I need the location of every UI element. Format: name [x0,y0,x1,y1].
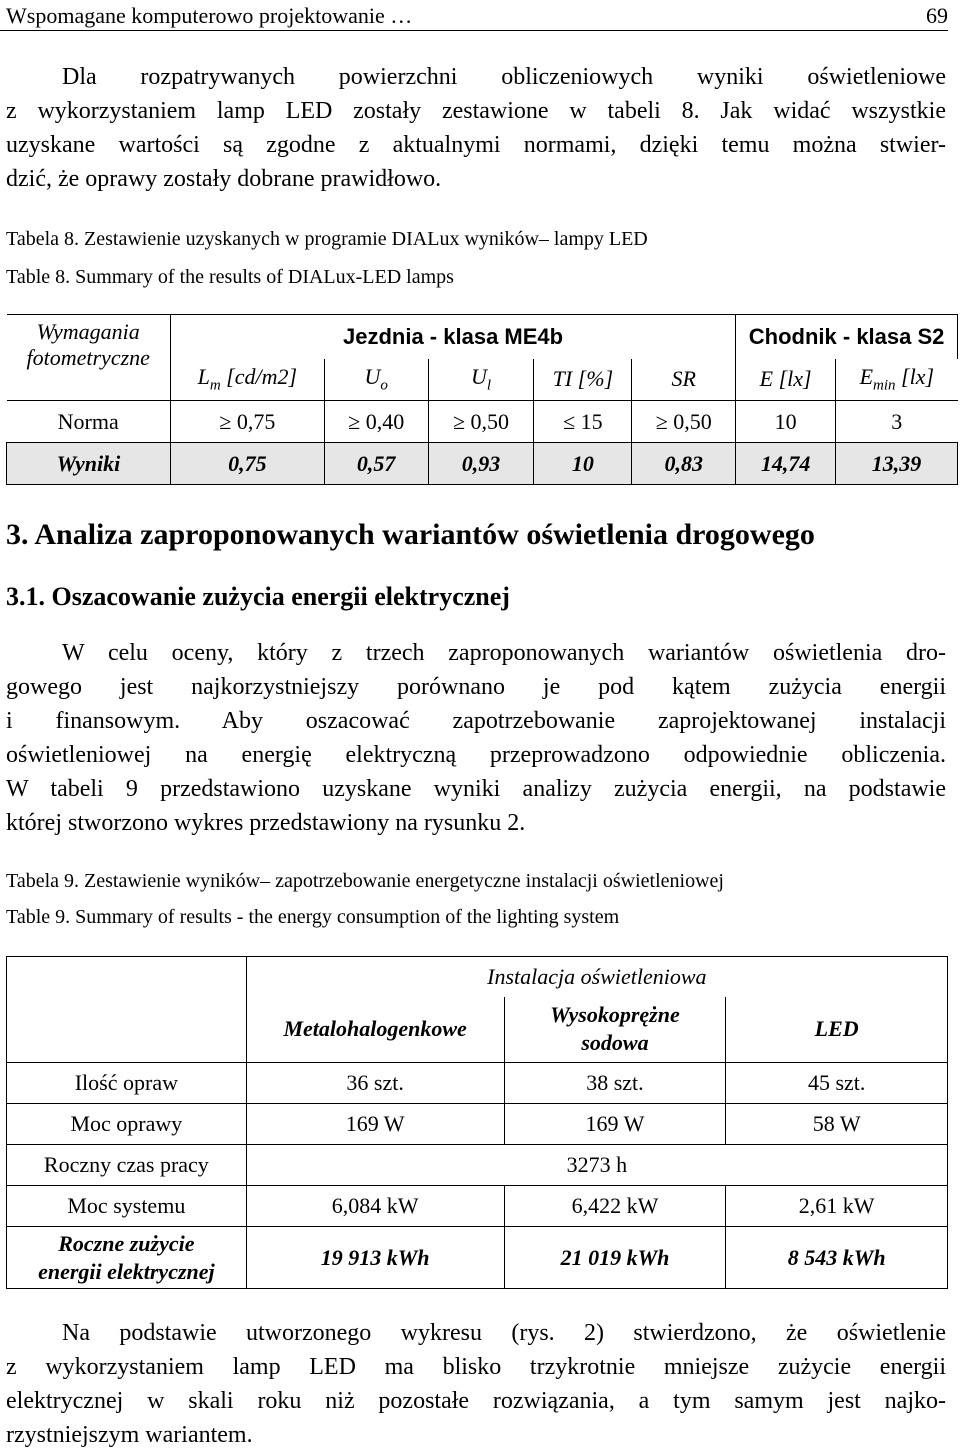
table-cell: 3273 h [246,1145,947,1186]
table-row [7,1063,948,1104]
param-sr: SR [632,359,736,401]
paragraph-line: i finansowym. Aby oszacować zapotrzebowanie zaprojektowanej instalacji [6,708,946,734]
table-row [7,1186,948,1227]
paragraph-line: której stworzono wykres przedstawiony na rysunku 2. [6,810,526,836]
table9-caption-en: Table 9. Summary of results - the energy consumption of the lighting system [6,906,620,928]
table8-caption-en: Table 8. Summary of the results of DIALux-LED lamps [6,266,454,288]
table-cell: 3 [836,401,958,443]
section-3-1-heading: 3.1. Oszacowanie zużycia energii elektrycznej [6,582,510,611]
table9-group-header: Instalacja oświetleniowa [246,957,947,997]
row-label: Moc systemu [7,1186,247,1227]
paragraph-line: W tabeli 9 przedstawiono uzyskane wyniki analizy zużycia energii, na podstawie [6,776,946,802]
intro-line: dzić, że oprawy zostały dobrane prawidłowo. [6,166,442,192]
param-lm: $L_m$ [cd/m2] [170,359,324,401]
table8-corner-header [7,315,171,401]
table-cell: 58 W [726,1104,948,1145]
table-cell: 10 [736,401,836,443]
table8-norm-row [7,401,958,443]
norm-row-label: Norma [7,401,171,443]
column-header: LED [726,997,948,1063]
corner-label-line2: fotometryczne [26,345,150,370]
intro-line: uzyskane wartości są zgodne z aktualnymi normami, dzięki temu można stwier- [6,132,946,158]
table8-group-sidewalk: Chodnik - klasa S2 [736,315,958,359]
table-cell: 0,83 [632,443,736,485]
table-row [7,1104,948,1145]
intro-line: z wykorzystaniem lamp LED zostały zestawione w tabeli 8. Jak widać wszystkie [6,98,946,124]
conclusion-paragraph [6,1316,946,1452]
table-cell: ≥ 0,50 [428,401,534,443]
table8-result-row [7,443,958,485]
table-cell: 169 W [246,1104,504,1145]
table9-empty-corner [7,957,247,1063]
row-label: Moc oprawy [7,1104,247,1145]
page-number: 69 [926,3,948,28]
table-cell: 0,57 [324,443,428,485]
paragraph-line: W celu oceny, który z trzech zaproponowanych wariantów oświetlenia dro- [62,640,946,666]
result-row-label: Wyniki [7,443,171,485]
column-header: Metalohalogenkowe [246,997,504,1063]
section-3-heading: 3. Analiza zaproponowanych wariantów oświetlenia drogowego [6,518,815,551]
row-label: Roczne zużycie energii elektrycznej [7,1227,247,1289]
table-cell: 2,61 kW [726,1186,948,1227]
table-cell: 0,93 [428,443,534,485]
table-cell: ≥ 0,50 [632,401,736,443]
row-label: Ilość opraw [7,1063,247,1104]
table9-energy-consumption [6,956,948,1289]
table-cell: 14,74 [736,443,836,485]
table-cell: 169 W [504,1104,726,1145]
table-cell: 19 913 kWh [246,1227,504,1289]
table-row [7,1227,948,1289]
table8-caption-pl: Tabela 8. Zestawienie uzyskanych w programie DIALux wyników– lampy LED [6,228,648,250]
table-cell: ≥ 0,40 [324,401,428,443]
table-cell: 13,39 [836,443,958,485]
table-cell: 45 szt. [726,1063,948,1104]
table-cell: 36 szt. [246,1063,504,1104]
paragraph-line: oświetleniowej na energię elektryczną przeprowadzono odpowiednie obliczenia. [6,742,946,768]
table-cell: 6,084 kW [246,1186,504,1227]
table-cell: ≤ 15 [534,401,632,443]
running-header-title: Wspomagane komputerowo projektowanie … [6,3,413,28]
table-cell: ≥ 0,75 [170,401,324,443]
column-header: Wysokoprężne sodowa [504,997,726,1063]
paragraph-line: gowego jest najkorzystniejszy porównano je pod kątem zużycia energii [6,674,946,700]
corner-label-line1: Wymagania [36,319,140,344]
table8-photometric-results [6,314,958,485]
param-e: E [lx] [736,359,836,401]
table-cell: 38 szt. [504,1063,726,1104]
table8-group-road: Jezdnia - klasa ME4b [170,315,735,359]
param-emin: $E_{min}$ [lx] [836,359,958,401]
table-cell: 10 [534,443,632,485]
paragraph-line: rzystniejszym wariantem. [6,1422,253,1448]
intro-line: Dla rozpatrywanych powierzchni obliczeniowych wyniki oświetleniowe [62,64,946,90]
param-uo: $U_o$ [324,359,428,401]
table-cell: 0,75 [170,443,324,485]
paragraph-line: z wykorzystaniem lamp LED ma blisko trzykrotnie mniejsze zużycie energii [6,1354,946,1380]
table-cell: 6,422 kW [504,1186,726,1227]
table-row [7,1145,948,1186]
param-ti: TI [%] [534,359,632,401]
table-cell: 21 019 kWh [504,1227,726,1289]
paragraph-line: Na podstawie utworzonego wykresu (rys. 2) stwierdzono, że oświetlenie [62,1320,946,1346]
section-3-1-paragraph [6,636,946,840]
table-cell: 8 543 kWh [726,1227,948,1289]
param-ul: $U_l$ [428,359,534,401]
row-label: Roczny czas pracy [7,1145,247,1186]
running-header [0,0,948,31]
paragraph-line: elektrycznej w skali roku niż pozostałe rozwiązania, a tym samym jest najko- [6,1388,946,1414]
table9-caption-pl: Tabela 9. Zestawienie wyników– zapotrzebowanie energetyczne instalacji oświetleniowej [6,870,724,892]
intro-paragraph [6,60,946,196]
